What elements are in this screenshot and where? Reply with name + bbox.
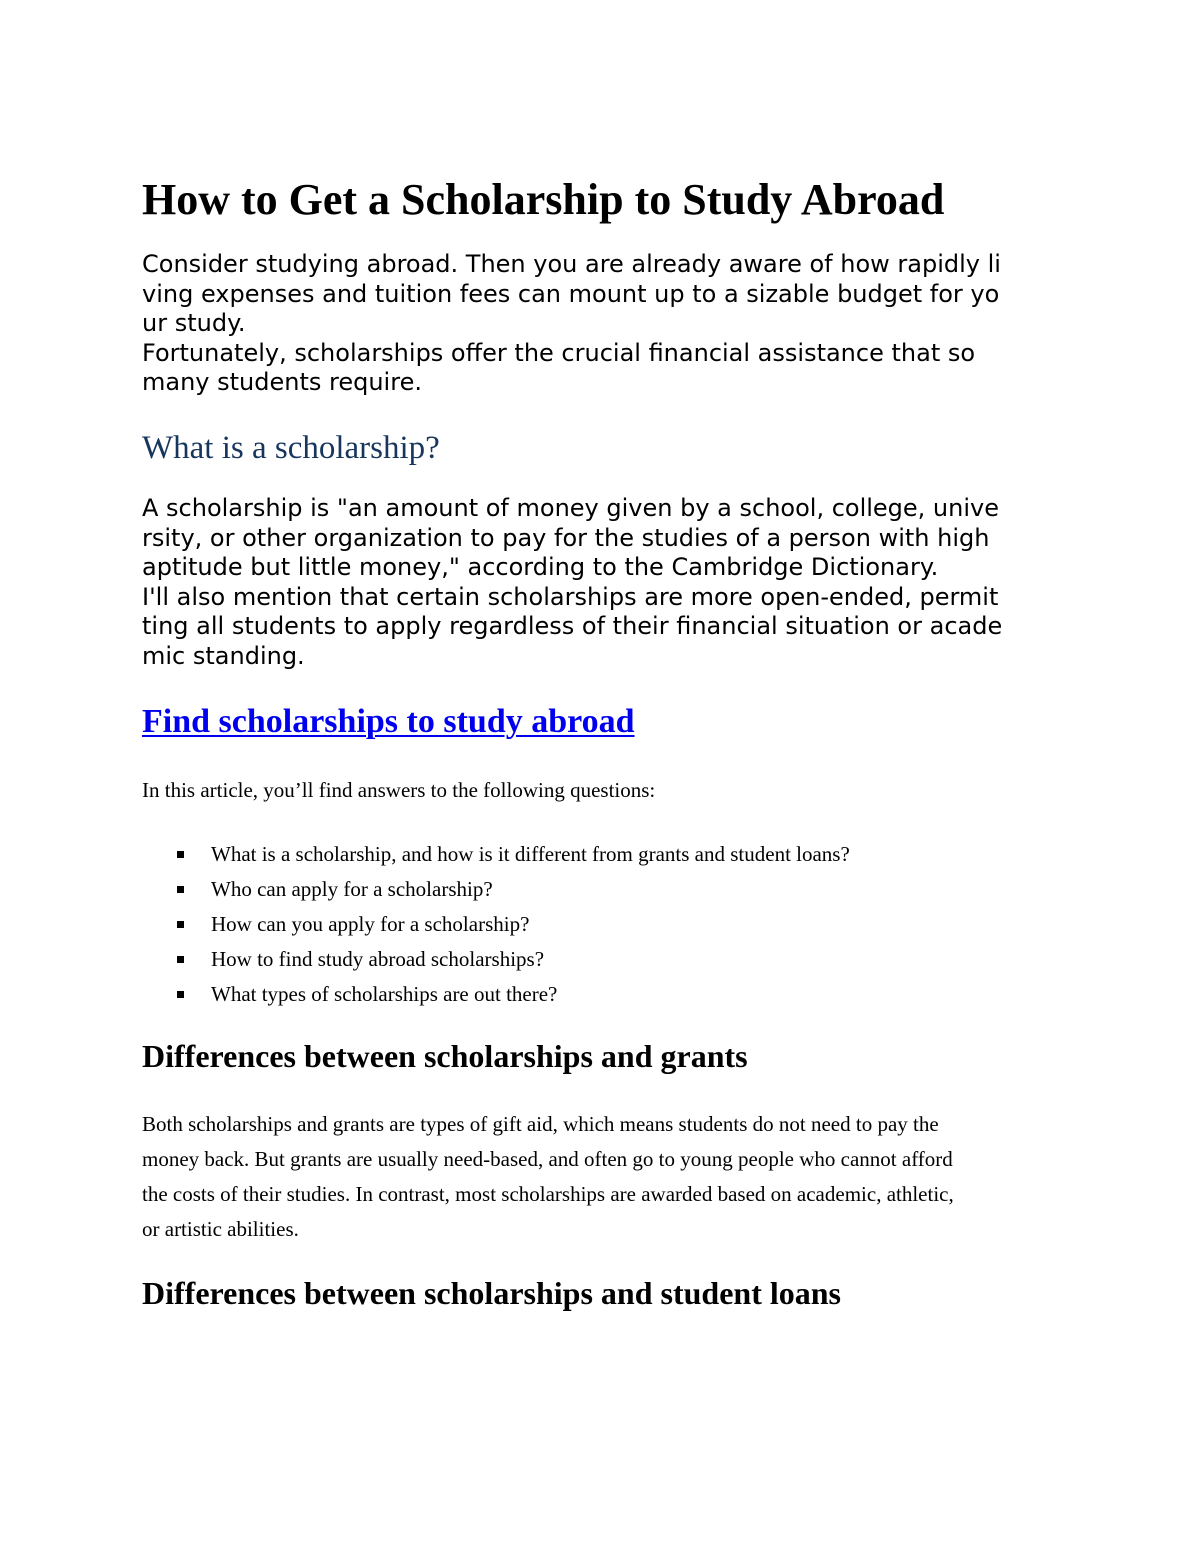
question-text: What types of scholarships are out there? — [211, 982, 558, 1006]
definition-line: ting all students to apply regardless of their financial situation or acade — [142, 612, 1003, 640]
questions-list — [142, 837, 850, 1012]
intro-line: Fortunately, scholarships offer the crucial financial assistance that so — [142, 338, 976, 367]
grants-line: the costs of their studies. In contrast, most scholarships are awarded based on academic, athletic, — [142, 1182, 954, 1206]
definition-paragraph — [142, 494, 1002, 671]
document-title: How to Get a Scholarship to Study Abroad — [142, 175, 945, 224]
definition-line: rsity, or other organization to pay for the studies of a person with high — [142, 523, 990, 552]
intro-line: ving expenses and tuition fees can mount up to a sizable budget for yo — [142, 279, 1000, 308]
definition-line: aptitude but little money," according to the Cambridge Dictionary. — [142, 553, 939, 581]
article-lead: In this article, you’ll find answers to the following questions: — [142, 778, 656, 802]
grants-paragraph — [142, 1107, 954, 1247]
list-item — [142, 907, 850, 942]
square-bullet-icon — [177, 956, 184, 963]
question-text: What is a scholarship, and how is it different from grants and student loans? — [211, 842, 850, 866]
square-bullet-icon — [177, 886, 184, 893]
intro-line: Consider studying abroad. Then you are already aware of how rapidly li — [142, 250, 1001, 278]
grants-line: money back. But grants are usually need-based, and often go to young people who cannot afford — [142, 1147, 953, 1171]
list-item — [142, 837, 850, 872]
list-item — [142, 872, 850, 907]
list-item — [142, 977, 850, 1012]
loans-heading: Differences between scholarships and student loans — [142, 1275, 841, 1311]
intro-paragraph — [142, 250, 1001, 398]
question-text: Who can apply for a scholarship? — [211, 877, 493, 901]
question-text: How can you apply for a scholarship? — [211, 912, 530, 936]
list-item — [142, 942, 850, 977]
question-text: How to find study abroad scholarships? — [211, 947, 545, 971]
find-scholarships-link[interactable]: Find scholarships to study abroad — [142, 703, 635, 740]
square-bullet-icon — [177, 991, 184, 998]
find-scholarships-heading — [142, 700, 635, 744]
definition-line: A scholarship is "an amount of money given by a school, college, unive — [142, 494, 999, 522]
definition-line: I'll also mention that certain scholarships are more open-ended, permit — [142, 582, 999, 611]
intro-line: ur study. — [142, 309, 246, 337]
what-is-heading: What is a scholarship? — [142, 430, 440, 466]
definition-line: mic standing. — [142, 641, 305, 670]
intro-line: many students require. — [142, 368, 422, 396]
grants-line: or artistic abilities. — [142, 1217, 299, 1241]
grants-line: Both scholarships and grants are types of gift aid, which means students do not need to pay the — [142, 1112, 939, 1136]
square-bullet-icon — [177, 851, 184, 858]
grants-heading: Differences between scholarships and grants — [142, 1038, 748, 1074]
square-bullet-icon — [177, 921, 184, 928]
